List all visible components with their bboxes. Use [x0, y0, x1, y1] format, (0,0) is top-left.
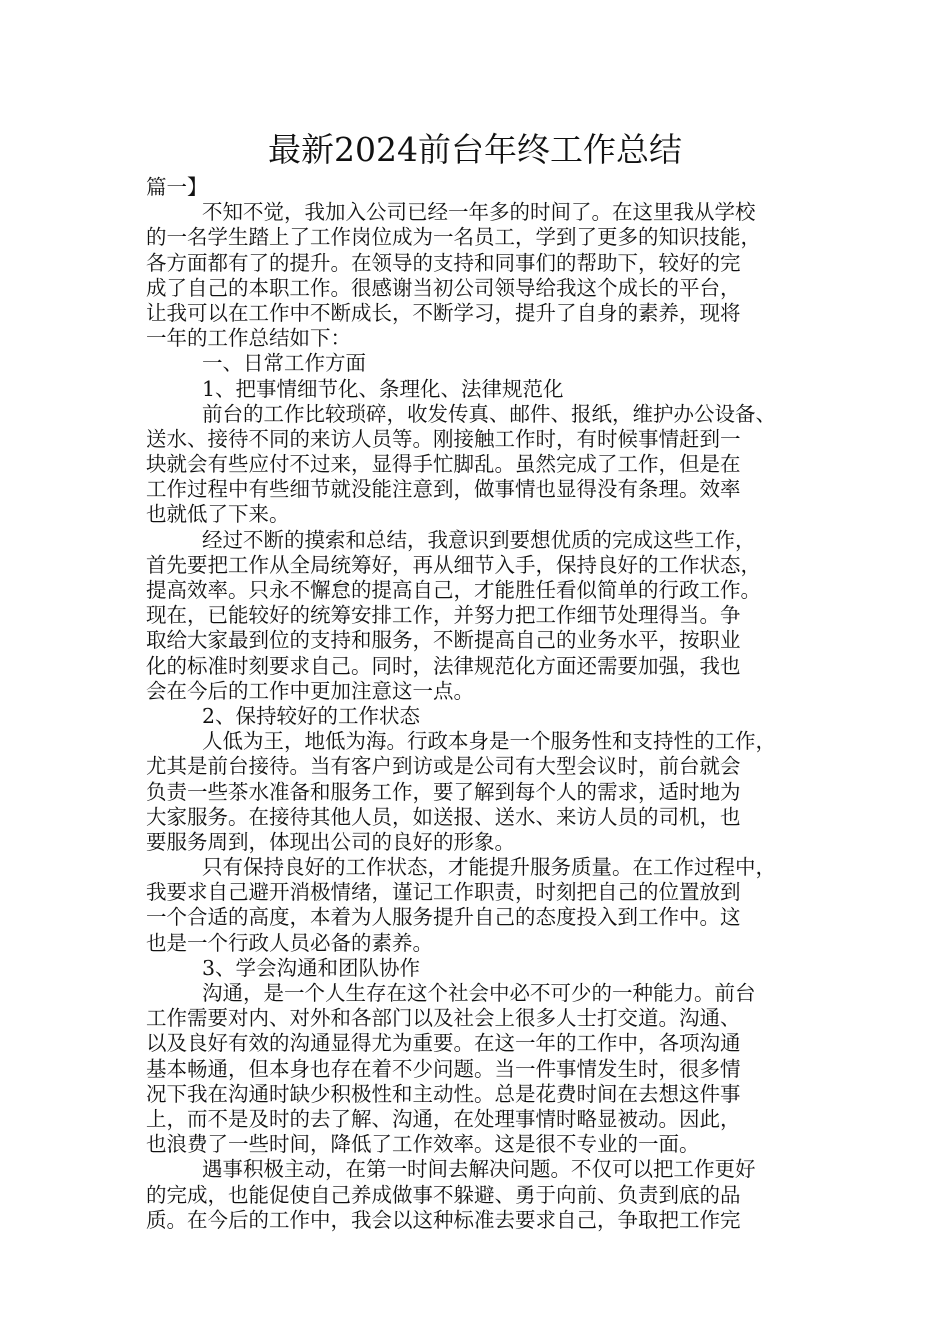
body-line: 一个合适的高度，本着为人服务提升自己的态度投入到工作中。这	[146, 905, 741, 930]
body-line: 工作过程中有些细节就没能注意到，做事情也显得没有条理。效率	[146, 477, 741, 502]
body-line: 首先要把工作从全局统筹好，再从细节入手，保持良好的工作状态，	[146, 552, 761, 577]
body-line: 沟通，是一个人生存在这个社会中必不可少的一种能力。前台	[202, 981, 756, 1005]
body-line: 让我可以在工作中不断成长，不断学习，提升了自身的素养，现将	[146, 300, 741, 325]
body-line: 况下我在沟通时缺少积极性和主动性。总是花费时间在去想这件事	[146, 1081, 741, 1106]
body-line: 遇事积极主动，在第一时间去解决问题。不仅可以把工作更好	[202, 1157, 756, 1182]
body-line: 成了自己的本职工作。很感谢当初公司领导给我这个成长的平台，	[146, 275, 741, 300]
body-line: 上，而不是及时的去了解、沟通，在处理事情时略显被动。因此，	[146, 1106, 741, 1131]
body-line: 经过不断的摸索和总结，我意识到要想优质的完成这些工作，	[202, 527, 756, 552]
section-label: 篇一】	[146, 175, 208, 199]
body-line: 1、把事情细节化、条理化、法律规范化	[202, 376, 564, 401]
document-title: 最新2024前台年终工作总结	[268, 130, 682, 169]
body-line: 只有保持良好的工作状态，才能提升服务质量。在工作过程中，	[202, 855, 776, 880]
body-line: 一年的工作总结如下：	[146, 326, 351, 351]
body-line: 3、学会沟通和团队协作	[202, 955, 421, 980]
body-line: 的完成，也能促使自己养成做事不躲避、勇于向前、负责到底的品	[146, 1182, 741, 1207]
body-line: 要服务周到，体现出公司的良好的形象。	[146, 829, 515, 854]
document-body	[146, 175, 821, 1233]
body-line: 也就低了下来。	[146, 502, 290, 527]
body-line: 基本畅通，但本身也存在着不少问题。当一件事情发生时，很多情	[146, 1056, 741, 1081]
body-line: 负责一些茶水准备和服务工作，要了解到每个人的需求，适时地为	[146, 779, 741, 804]
body-line: 人低为王，地低为海。行政本身是一个服务性和支持性的工作，	[202, 729, 776, 754]
body-line: 各方面都有了的提升。在领导的支持和同事们的帮助下，较好的完	[146, 250, 741, 275]
body-line: 前台的工作比较琐碎，收发传真、邮件、报纸，维护办公设备、	[202, 401, 776, 426]
body-line: 2、保持较好的工作状态	[202, 703, 421, 728]
body-line: 大家服务。在接待其他人员，如送报、送水、来访人员的司机，也	[146, 804, 741, 829]
body-line: 也是一个行政人员必备的素养。	[146, 930, 433, 955]
body-line: 的一名学生踏上了工作岗位成为一名员工，学到了更多的知识技能，	[146, 225, 761, 250]
body-line: 取给大家最到位的支持和服务，不断提高自己的业务水平，按职业	[146, 628, 741, 653]
body-line: 不知不觉，我加入公司已经一年多的时间了。在这里我从学校	[202, 200, 756, 225]
body-line: 提高效率。只永不懈怠的提高自己，才能胜任看似简单的行政工作。	[146, 578, 761, 602]
body-line: 也浪费了一些时间，降低了工作效率。这是很不专业的一面。	[146, 1132, 700, 1157]
body-line: 会在今后的工作中更加注意这一点。	[146, 678, 474, 703]
body-line: 一、日常工作方面	[202, 351, 366, 376]
body-line: 质。在今后的工作中，我会以这种标准去要求自己，争取把工作完	[146, 1207, 741, 1232]
body-line: 以及良好有效的沟通显得尤为重要。在这一年的工作中，各项沟通	[146, 1031, 741, 1056]
body-line: 块就会有些应付不过来，显得手忙脚乱。虽然完成了工作，但是在	[146, 452, 741, 477]
body-line: 我要求自己避开消极情绪，谨记工作职责，时刻把自己的位置放到	[146, 880, 741, 905]
body-line: 送水、接待不同的来访人员等。刚接触工作时，有时候事情赶到一	[146, 426, 741, 451]
body-line: 尤其是前台接待。当有客户到访或是公司有大型会议时，前台就会	[146, 754, 741, 779]
body-line: 工作需要对内、对外和各部门以及社会上很多人士打交道。沟通、	[146, 1006, 741, 1031]
body-line: 化的标准时刻要求自己。同时，法律规范化方面还需要加强，我也	[146, 653, 741, 678]
body-line: 现在，已能较好的统筹安排工作，并努力把工作细节处理得当。争	[146, 603, 741, 628]
